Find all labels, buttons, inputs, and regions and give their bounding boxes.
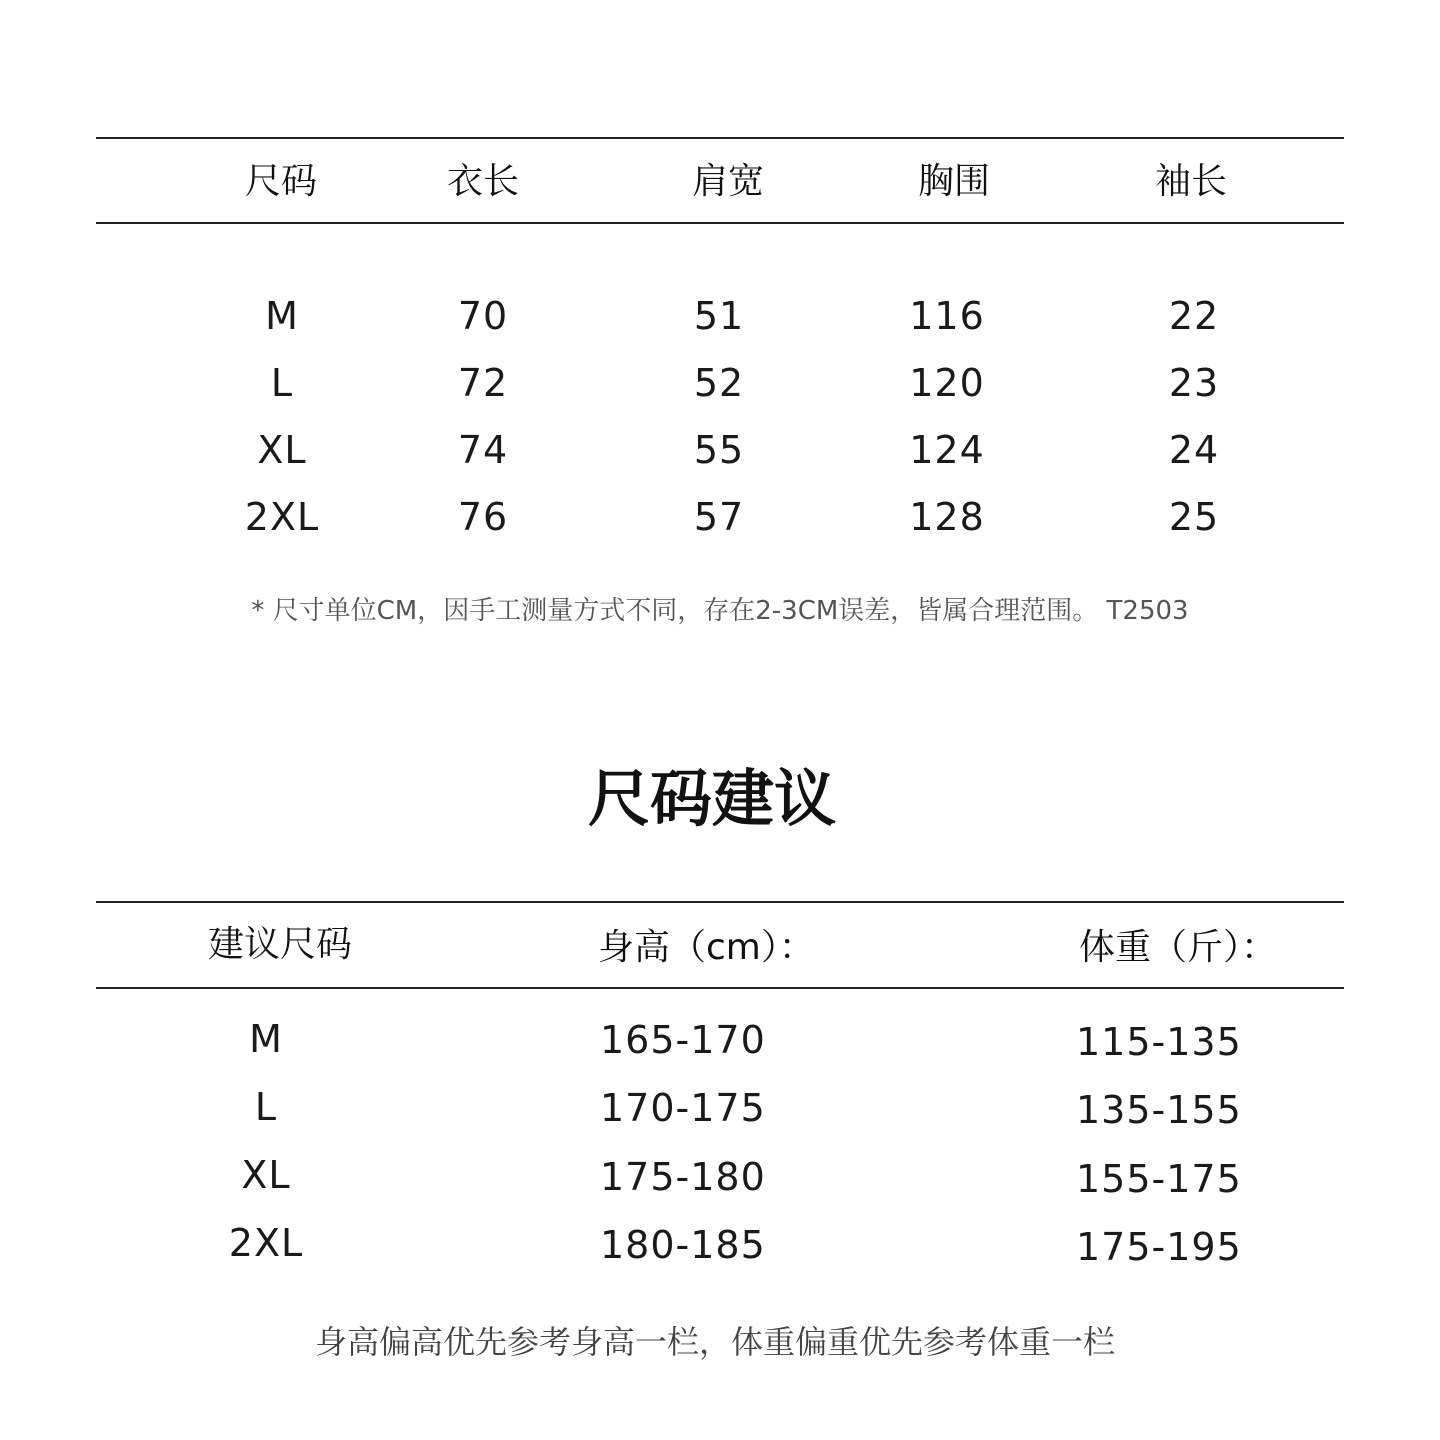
recommend-table-header-rule	[96, 987, 1344, 989]
recommend-cell: 155-175	[1076, 1157, 1242, 1201]
measure-cell: XL	[257, 428, 307, 472]
measure-cell: 128	[909, 495, 985, 539]
recommend-cell: XL	[241, 1153, 291, 1197]
measure-header-size: 尺码	[244, 161, 318, 202]
recommend-table-top-rule	[96, 901, 1344, 903]
recommend-header-weight: 体重（斤）：	[1079, 927, 1278, 968]
recommend-cell: M	[249, 1017, 283, 1061]
measure-cell: 2XL	[244, 495, 320, 539]
recommend-cell: 175-180	[600, 1155, 766, 1199]
measure-table-top-rule	[96, 137, 1344, 139]
measure-cell: 55	[693, 428, 745, 472]
measure-cell: 23	[1168, 361, 1220, 405]
recommendation-title: 尺码建议	[587, 762, 837, 835]
measure-cell: 70	[457, 294, 509, 338]
measure-cell: L	[270, 361, 294, 405]
measure-header-sleeve: 袖长	[1154, 161, 1228, 202]
measure-cell: 116	[909, 294, 985, 338]
recommend-cell: 165-170	[600, 1018, 766, 1062]
recommend-cell: 115-135	[1076, 1020, 1242, 1064]
recommend-cell: 135-155	[1076, 1088, 1242, 1132]
measure-cell: M	[265, 294, 299, 338]
recommend-cell: 175-195	[1076, 1225, 1242, 1269]
recommend-cell: 180-185	[600, 1223, 766, 1267]
measure-cell: 72	[457, 361, 509, 405]
recommend-cell: 2XL	[228, 1221, 304, 1265]
measure-cell: 124	[909, 428, 985, 472]
measure-cell: 24	[1168, 428, 1220, 472]
recommend-header-size: 建议尺码	[208, 924, 353, 965]
measure-header-length: 衣长	[446, 161, 520, 202]
measure-cell: 51	[693, 294, 745, 338]
measure-header-chest: 胸围	[917, 161, 991, 202]
measure-cell: 22	[1168, 294, 1220, 338]
measure-cell: 57	[693, 495, 745, 539]
measure-header-shoulder: 肩宽	[691, 161, 765, 202]
recommend-cell: 170-175	[600, 1086, 766, 1130]
measure-cell: 52	[693, 361, 745, 405]
measure-cell: 76	[457, 495, 509, 539]
measure-cell: 120	[909, 361, 985, 405]
measure-cell: 74	[457, 428, 509, 472]
measure-table-header-rule	[96, 222, 1344, 224]
measurement-note: * 尺寸单位CM，因手工测量方式不同，存在2-3CM误差，皆属合理范围。 T2503	[251, 596, 1189, 626]
recommendation-footer-note: 身高偏高优先参考身高一栏，体重偏重优先参考体重一栏	[314, 1323, 1116, 1361]
recommend-header-height: 身高（cm）：	[598, 927, 815, 968]
measure-cell: 25	[1168, 495, 1220, 539]
recommend-cell: L	[254, 1085, 278, 1129]
